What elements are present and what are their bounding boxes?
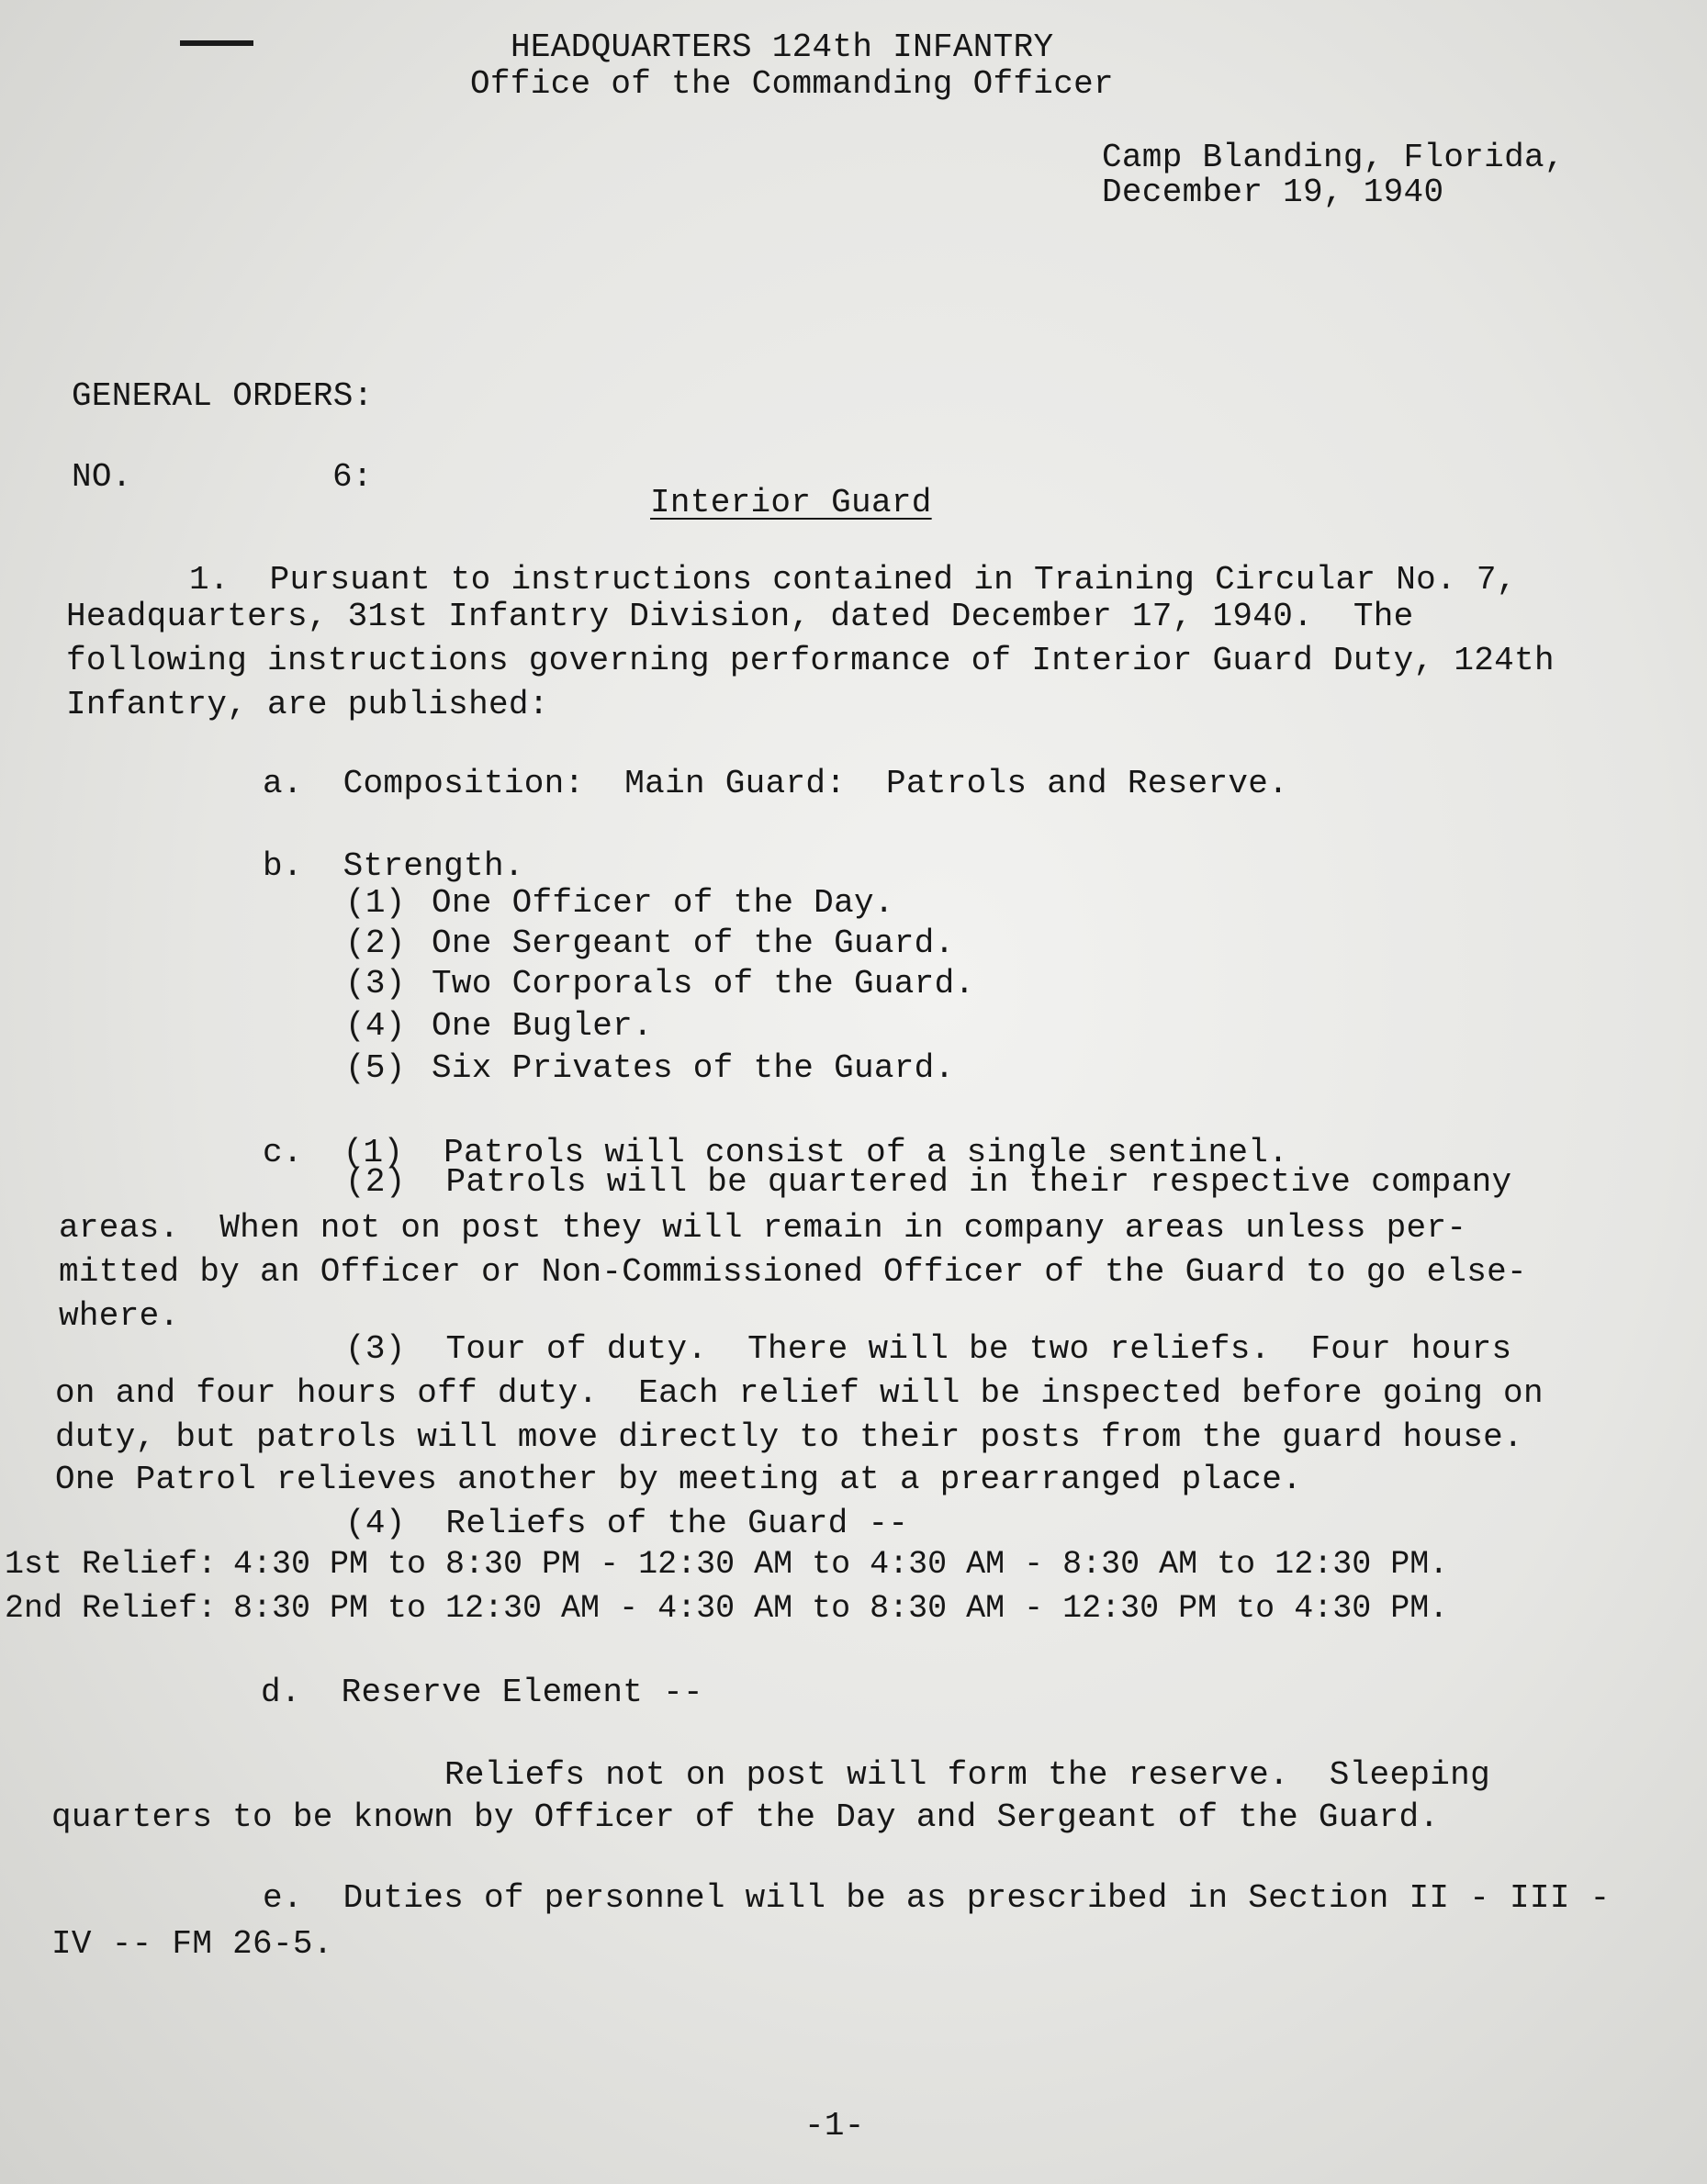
item-e-line-2: IV -- FM 26-5. (51, 1925, 333, 1963)
strength-item-3 (345, 966, 974, 1002)
header-location: Camp Blanding, Florida, (1102, 139, 1565, 176)
item-c-sub2-line-3: mitted by an Officer or Non-Commissioned Officer of the Guard to go else- (59, 1253, 1527, 1291)
relief-row-2 (0, 1590, 1448, 1627)
strength-item-1-num: (1) (345, 884, 406, 922)
strength-item-2-text: One Sergeant of the Guard. (432, 924, 955, 962)
item-d-line-2: quarters to be known by Officer of the Day and Sergeant of the Guard. (51, 1798, 1440, 1836)
order-number-label: NO. (72, 458, 132, 496)
item-c-sub3-line-4: One Patrol relieves another by meeting at a prearranged place. (55, 1461, 1303, 1498)
relief-row-1-label: 1st Relief: (4, 1546, 217, 1583)
paragraph-1-line-2: Headquarters, 31st Infantry Division, dated December 17, 1940. The (66, 598, 1414, 635)
paragraph-1-line-1: 1. Pursuant to instructions contained in Training Circular No. 7, (189, 561, 1517, 599)
relief-row-1-schedule: 4:30 PM to 8:30 PM - 12:30 AM to 4:30 AM - 8:30 AM to 12:30 PM. (233, 1546, 1449, 1583)
item-c-sub2-line-4: where. (59, 1297, 180, 1335)
relief-row-2-schedule: 8:30 PM to 12:30 AM - 4:30 AM to 8:30 AM - 12:30 PM to 4:30 PM. (233, 1590, 1449, 1627)
strength-item-3-num: (3) (345, 965, 406, 1002)
strength-item-1-text: One Officer of the Day. (432, 884, 894, 922)
item-c-sub3-line-2: on and four hours off duty. Each relief will be inspected before going on (55, 1374, 1544, 1412)
strength-item-5-num: (5) (345, 1049, 406, 1087)
strength-item-2 (345, 925, 955, 962)
strength-item-5 (345, 1050, 955, 1087)
item-c-sub4-heading: (4) Reliefs of the Guard -- (345, 1505, 909, 1542)
item-c-sub2-line-1: (2) Patrols will be quartered in their respective company (345, 1163, 1512, 1201)
page-number: -1- (804, 2107, 865, 2145)
paragraph-1-line-4: Infantry, are published: (66, 686, 549, 723)
order-title: Interior Guard (650, 484, 932, 521)
item-d-line-1: Reliefs not on post will form the reserve. Sleeping (444, 1756, 1490, 1794)
item-b-label: b. Strength. (263, 847, 524, 885)
item-c-sub3-line-3: duty, but patrols will move directly to their posts from the guard house. (55, 1418, 1523, 1456)
item-c-sub3-line-1: (3) Tour of duty. There will be two reliefs. Four hours (345, 1330, 1512, 1368)
strength-item-4-text: One Bugler. (432, 1007, 653, 1045)
item-a-composition: a. Composition: Main Guard: Patrols and Reserve. (263, 765, 1289, 802)
relief-row-1 (0, 1546, 1448, 1583)
strength-item-5-text: Six Privates of the Guard. (432, 1049, 955, 1087)
strength-item-2-num: (2) (345, 924, 406, 962)
relief-row-2-label: 2nd Relief: (4, 1590, 217, 1627)
strength-item-4-num: (4) (345, 1007, 406, 1045)
strength-item-4 (345, 1008, 653, 1045)
general-orders-heading: GENERAL ORDERS: (72, 377, 374, 415)
item-d-heading: d. Reserve Element -- (261, 1674, 703, 1711)
item-c-line-1: c. (1) Patrols will consist of a single sentinel. (263, 1134, 1289, 1171)
strength-item-1 (345, 885, 894, 922)
corner-dash-mark (180, 40, 253, 46)
header-unit: HEADQUARTERS 124th INFANTRY (511, 28, 1054, 66)
item-c-sub2-line-2: areas. When not on post they will remain in company areas unless per- (59, 1209, 1467, 1247)
item-e-line-1: e. Duties of personnel will be as prescribed in Section II - III - (263, 1879, 1611, 1917)
order-number: 6: (332, 458, 373, 496)
strength-item-3-text: Two Corporals of the Guard. (432, 965, 975, 1002)
header-date: December 19, 1940 (1102, 174, 1444, 211)
paragraph-1-line-3: following instructions governing performance of Interior Guard Duty, 124th (66, 642, 1555, 679)
header-office: Office of the Commanding Officer (470, 65, 1114, 103)
